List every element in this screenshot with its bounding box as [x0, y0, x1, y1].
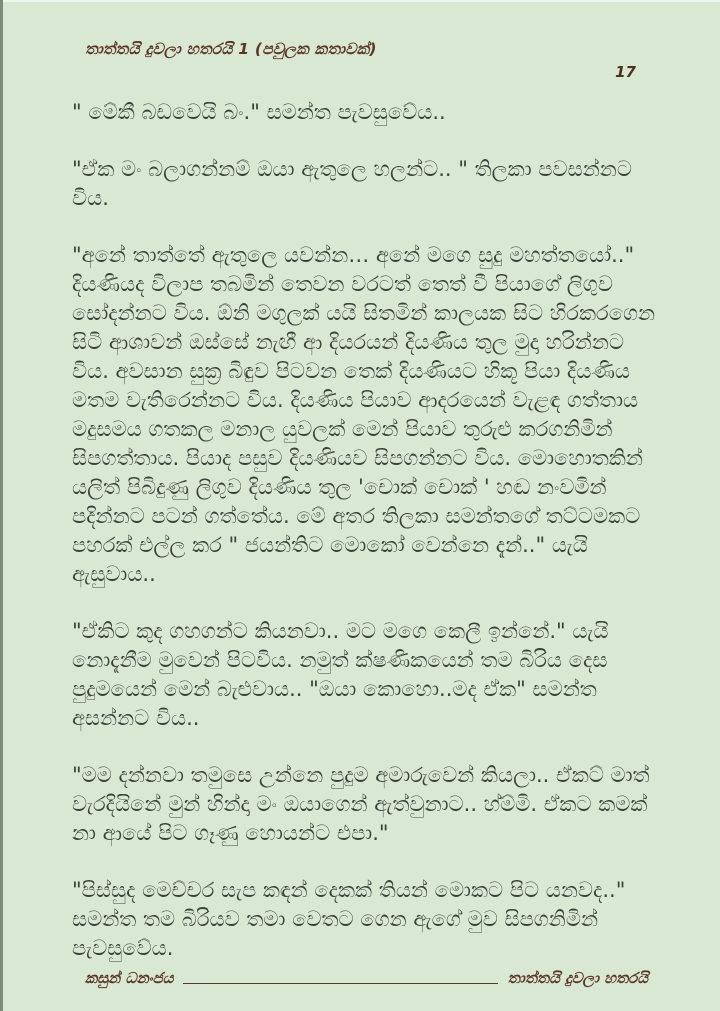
paragraph-3: "අනේ තාත්තේ ඇතුලෙ යවන්න… අනේ මගෙ සුදු මහත්තයෝ.." දියණියද විලාප තබමින් තෙවන වරටත් තෙත් වී පියාගේ ලිගුව සෝදන්නට විය. ඕනි මගුලක් යයි සිතමින් කාලයක සිට හිරකරගෙන සිටි ආශාවන් ඔස්සේ නැඟී ආ දියරයන් දියණිය තුල මුදා හරින්නට විය. අවසාන සුක්‍ර බිඳුව පිටවන තෙක් දියණියට හිකූ පියා දියණිය මතම වැතිරෙන්නට විය. දියණිය පියාව ආදරයෙන් වැළඳ ගත්තාය මදුසමය ගතකල මනාල යුවලක් මෙන් පියාව තුරුළු කරගනිමින් සිපගත්තාය. පියාද පසුව දියණියව සිපගන්නට විය. මොහොතකින් යලිත් පිබිදුණු ලිගුව දියණිය තුල 'චොක් චොක් ' හඬ නංවමින් පදින්නට පටන් ගත්තේය. මේ අතර තිලකා සමන්තගේ තට්ටමකට පහරක් එල්ල කර " ජයන්තිට මොකෝ වෙන්නෙ දැන්.." යැයි ඇසුවාය.. — [72, 243, 656, 586]
page-footer — [85, 969, 648, 987]
running-header-title: තාත්තයි දුවලා හතරයි 1 (පවුලක කතාවක්) — [85, 40, 377, 58]
paragraph-2: "ඒක මං බලාගන්නම් ඔයා ඇතුලෙ හලන්ට.. " තිලකා පවසන්නට විය. — [72, 157, 632, 210]
paragraph-6: "පිස්සුද මෙච්චර සැප කඳන් දෙකක් තියන් මොකට පිට යනවද.." සමන්ත තම බිරියව තමා වෙතට ගෙන ඇගේ මුව සිපගනිමින් පැවසුවේය. — [72, 878, 626, 960]
paragraph-5: "මම දන්නවා තමුසෙ උන්නෙ පුදුම අමාරුවෙන් කියලා.. ඒකට් මාත් වැරදියිනේ මුන් හින්දා මං ඔයාගෙන් ඇත්වුනාට.. හ්ම්මි. ඒකට කමක් නා ආයේ පිට ගෑණු හොයන්ට එපා." — [72, 763, 650, 845]
paragraph-1: " මේකී බඩවෙයි බං." සමන්ත පැවසුවේය.. — [72, 100, 446, 124]
page-header — [85, 40, 636, 81]
footer-divider-line — [183, 982, 497, 984]
footer-book-title: තාත්තයි දුවලා හතරයි — [507, 969, 648, 987]
page-top-edge — [0, 0, 720, 2]
page-left-edge — [0, 0, 3, 1011]
page-number: 17 — [615, 63, 636, 81]
paragraph-4: "ඒකිට කුද ගහගන්ට කියනවා.. මට මගෙ කෙලී ඉන්නේ." යැයි නොදැනීම මුවෙන් පිටවිය. නමුත් ක්ෂණිකයෙන් තම බිරිය දෙස පුදුමයෙන් මෙන් බැළුවාය.. "ඔයා කොහො..මද ඒක" සමන්ත අසන්නට විය.. — [72, 619, 609, 730]
page-body — [72, 98, 656, 991]
footer-author: කසුන් ධනංජය — [85, 969, 174, 987]
